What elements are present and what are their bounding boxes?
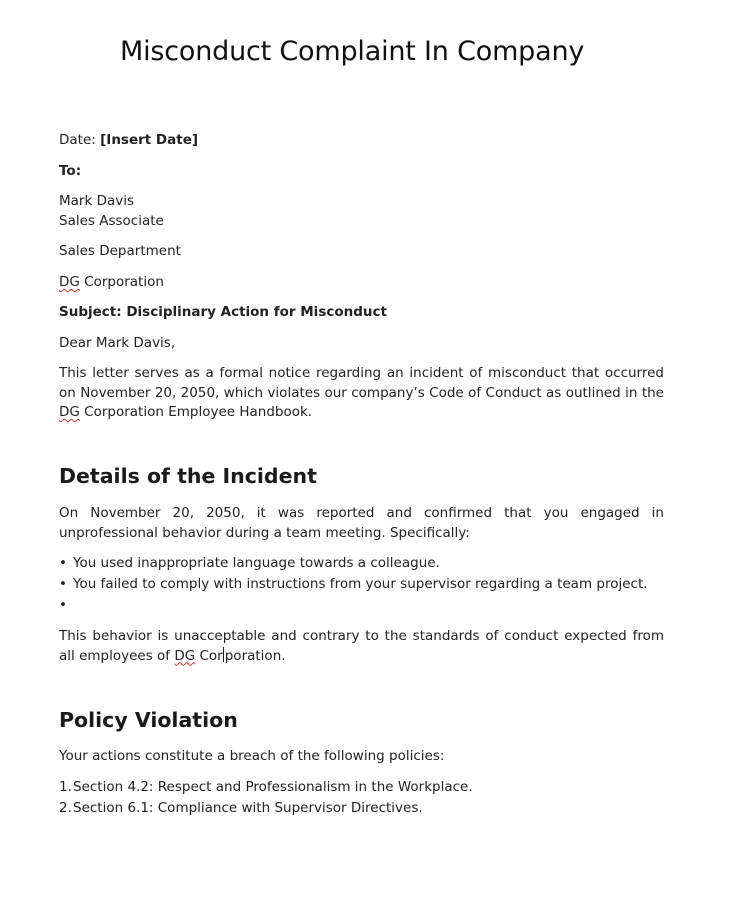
number-marker: 1. bbox=[59, 779, 72, 795]
numbered-item bbox=[59, 799, 423, 819]
closing-text-end: poration. bbox=[224, 647, 286, 664]
section-heading-policy: Policy Violation bbox=[59, 708, 238, 732]
closing-text: This behavior is unacceptable and contrary to the standards of conduct expected from all employees of bbox=[59, 628, 664, 664]
intro-text: This letter serves as a formal notice regarding an incident of misconduct that occurred on November 20, 2050, which violates our company’s Code of Conduct as outlined in the bbox=[59, 365, 664, 401]
numbered-item-text: Section 4.2: Respect and Professionalism in the Workplace. bbox=[73, 779, 473, 795]
to-label: To: bbox=[59, 163, 82, 179]
date-value: [Insert Date] bbox=[100, 132, 199, 148]
company-suffix: Corporation bbox=[79, 274, 164, 290]
date-label: Date: bbox=[59, 132, 96, 148]
intro-text-end: Corporation Employee Handbook. bbox=[79, 404, 313, 420]
list-item-empty[interactable] bbox=[59, 596, 73, 616]
list-item bbox=[59, 575, 648, 595]
closing-text-mid: Cor bbox=[195, 647, 223, 664]
date-line bbox=[59, 131, 198, 151]
recipient-name: Mark Davis bbox=[59, 193, 135, 209]
spellcheck-flagged-word[interactable]: DG bbox=[59, 404, 80, 420]
numbered-item bbox=[59, 778, 473, 798]
recipient-company bbox=[59, 273, 164, 293]
bullet-marker: • bbox=[59, 597, 67, 613]
list-item-text: You failed to comply with instructions from your supervisor regarding a team project. bbox=[73, 576, 648, 592]
policy-intro: Your actions constitute a breach of the following policies: bbox=[59, 748, 445, 764]
spellcheck-flagged-word[interactable]: DG bbox=[59, 274, 80, 290]
number-marker: 2. bbox=[59, 800, 72, 816]
list-item bbox=[59, 554, 440, 574]
incident-closing-paragraph[interactable] bbox=[59, 627, 664, 666]
incident-paragraph: On November 20, 2050, it was reported and confirmed that you engaged in unprofessional behavior during a team meeting. Specifically: bbox=[59, 505, 664, 541]
recipient-department: Sales Department bbox=[59, 243, 181, 259]
intro-paragraph bbox=[59, 364, 664, 423]
recipient-position: Sales Associate bbox=[59, 213, 164, 229]
salutation: Dear Mark Davis, bbox=[59, 335, 176, 351]
numbered-item-text: Section 6.1: Compliance with Supervisor Directives. bbox=[73, 800, 423, 816]
document-title: Misconduct Complaint In Company bbox=[120, 36, 585, 67]
bullet-marker: • bbox=[59, 555, 67, 571]
list-item-text: You used inappropriate language towards a colleague. bbox=[73, 555, 440, 571]
bullet-marker: • bbox=[59, 576, 67, 592]
subject-line: Subject: Disciplinary Action for Misconduct bbox=[59, 304, 387, 320]
section-heading-incident: Details of the Incident bbox=[59, 464, 317, 488]
spellcheck-flagged-word[interactable]: DG bbox=[174, 647, 196, 664]
